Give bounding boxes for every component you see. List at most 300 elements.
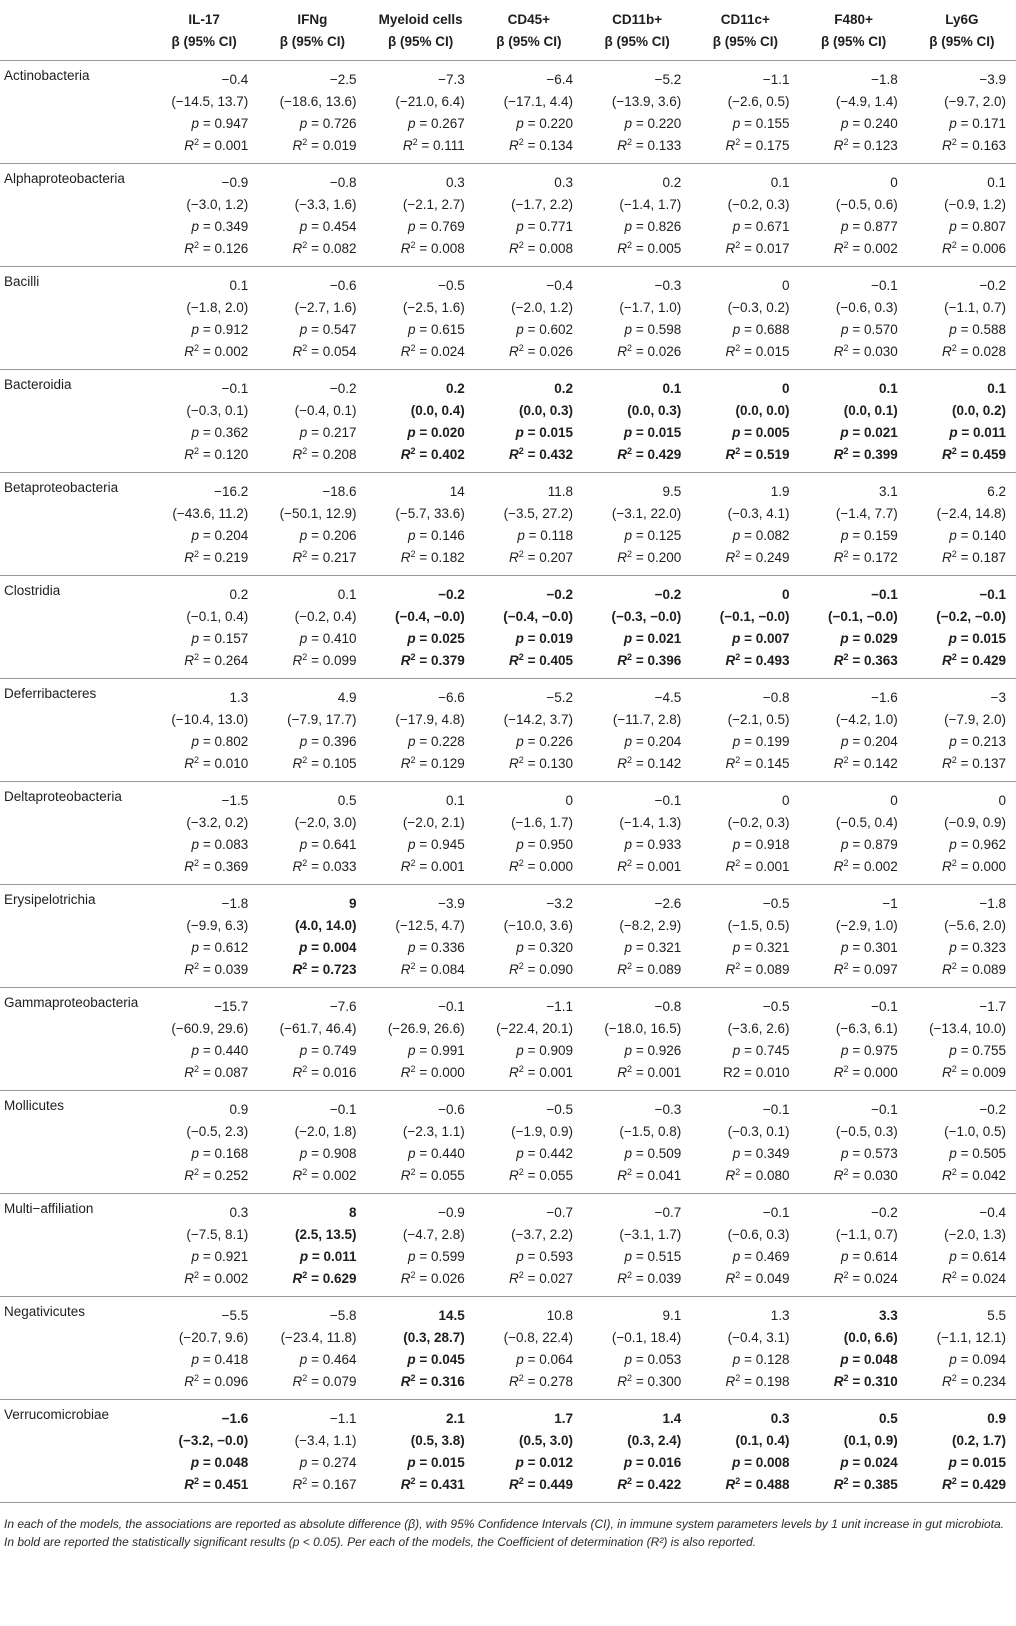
p-number: 0.159 <box>863 527 898 543</box>
p-number: 0.146 <box>430 527 465 543</box>
r2-value: R2 = 0.010 <box>723 1064 790 1080</box>
beta-value: −2.6 <box>654 895 682 911</box>
beta-value: −18.6 <box>322 483 357 499</box>
p-number: 0.573 <box>863 1145 898 1161</box>
table-row <box>0 193 1016 215</box>
row-label: Alphaproteobacteria <box>4 171 125 186</box>
p-value: p = 0.947 <box>191 115 249 131</box>
p-value: p = 0.612 <box>191 939 249 955</box>
ci-value: (−2.5, 1.6) <box>402 299 465 315</box>
r2-value: $R^2 = 0.026$ <box>400 1269 465 1286</box>
ci-value: (−0.1, 18.4) <box>611 1329 682 1345</box>
r2-value: $R^2 = 0.033$ <box>292 857 357 874</box>
beta-value: 1.9 <box>770 483 790 499</box>
r2-number: 0.008 <box>539 240 573 256</box>
ci-value: (−0.3, 0.2) <box>727 299 790 315</box>
ci-value: (0.0, 6.6) <box>843 1329 898 1345</box>
p-number: 0.168 <box>214 1145 249 1161</box>
table-row <box>0 296 1016 318</box>
r2-value: $R^2 = 0.026$ <box>617 342 682 359</box>
beta-value: −0.1 <box>654 792 682 808</box>
ci-value: (−2.1, 2.7) <box>402 196 465 212</box>
r2-number: 0.316 <box>430 1373 465 1389</box>
r2-value: $R^2 = 0.019$ <box>292 136 357 153</box>
r2-number: 0.055 <box>539 1167 573 1183</box>
r2-number: 0.002 <box>214 343 249 359</box>
ci-value: (−0.3, 0.1) <box>186 402 249 418</box>
p-value: p = 0.671 <box>732 218 790 234</box>
ci-value: (−2.6, 0.5) <box>727 93 790 109</box>
column-subheader: β (95% CI) <box>604 33 670 49</box>
r2-number: 0.429 <box>972 1476 1006 1492</box>
beta-value: −0.5 <box>546 1101 573 1117</box>
p-value: p = 0.349 <box>191 218 249 234</box>
r2-value: $R^2 = 0.001$ <box>617 1063 682 1080</box>
beta-value: 14.5 <box>438 1307 465 1323</box>
beta-value: −7.6 <box>329 998 357 1014</box>
p-number: 0.204 <box>863 733 898 749</box>
p-number: 0.015 <box>647 424 682 440</box>
beta-value: −0.3 <box>654 277 682 293</box>
p-number: 0.349 <box>755 1145 790 1161</box>
r2-number: 0.167 <box>322 1476 357 1492</box>
ci-value: (0.0, 0.0) <box>735 402 790 418</box>
beta-value: −5.8 <box>329 1307 357 1323</box>
p-number: 0.125 <box>647 527 682 543</box>
beta-value: −0.9 <box>438 1204 465 1220</box>
beta-value: −0.8 <box>329 174 357 190</box>
r2-number: 0.089 <box>972 961 1006 977</box>
beta-value: −5.2 <box>654 71 682 87</box>
beta-value: 0 <box>781 380 790 396</box>
r2-value: $R^2 = 0.079$ <box>292 1372 357 1389</box>
p-value: p = 0.745 <box>732 1042 790 1058</box>
table-row <box>0 524 1016 546</box>
ci-value: (−4.9, 1.4) <box>835 93 898 109</box>
p-number: 0.005 <box>755 424 790 440</box>
p-number: 0.440 <box>214 1042 249 1058</box>
r2-value: $R^2 = 0.234$ <box>942 1372 1006 1389</box>
beta-value: −0.2 <box>979 1101 1006 1117</box>
beta-value: −0.1 <box>438 998 465 1014</box>
beta-value: −16.2 <box>214 483 249 499</box>
p-number: 0.671 <box>755 218 790 234</box>
r2-value: $R^2 = 0.249$ <box>725 548 790 565</box>
beta-value: 0.3 <box>770 1410 790 1426</box>
p-number: 0.909 <box>539 1042 573 1058</box>
r2-value: $R^2 = 0.041$ <box>617 1166 682 1183</box>
p-number: 0.128 <box>755 1351 790 1367</box>
p-value: p = 0.802 <box>191 733 249 749</box>
beta-value: −0.1 <box>329 1101 357 1117</box>
p-value: p = 0.975 <box>841 1042 898 1058</box>
ci-value: (2.5, 13.5) <box>294 1226 357 1242</box>
p-value: p = 0.912 <box>191 321 249 337</box>
p-number: 0.442 <box>539 1145 573 1161</box>
beta-value: −1 <box>882 895 898 911</box>
p-number: 0.615 <box>430 321 465 337</box>
r2-value: $R^2 = 0.000$ <box>942 857 1006 874</box>
p-number: 0.950 <box>539 836 573 852</box>
r2-number: 0.429 <box>647 446 682 462</box>
r2-number: 0.129 <box>430 755 465 771</box>
r2-number: 0.030 <box>863 1167 898 1183</box>
p-value: p = 0.204 <box>624 733 682 749</box>
p-value: p = 0.950 <box>516 836 573 852</box>
p-number: 0.926 <box>647 1042 682 1058</box>
r2-number: 0.024 <box>972 1270 1006 1286</box>
beta-value: −0.7 <box>654 1204 682 1220</box>
p-value: p = 0.599 <box>408 1248 465 1264</box>
beta-value: −15.7 <box>214 998 249 1014</box>
table-row <box>0 855 1016 885</box>
r2-number: 0.001 <box>647 1064 682 1080</box>
table-row <box>0 1348 1016 1370</box>
p-value: p = 0.505 <box>949 1145 1006 1161</box>
ci-value: (−10.0, 3.6) <box>503 917 573 933</box>
beta-value: −0.4 <box>221 71 249 87</box>
p-number: 0.598 <box>647 321 682 337</box>
ci-value: (0.1, 0.4) <box>735 1432 790 1448</box>
r2-value: $R^2 = 0.002$ <box>833 857 898 874</box>
beta-value: 2.1 <box>445 1410 465 1426</box>
ci-value: (−2.0, 2.1) <box>402 814 465 830</box>
r2-number: 0.385 <box>863 1476 898 1492</box>
r2-number: 0.001 <box>430 858 465 874</box>
table-row <box>0 833 1016 855</box>
p-number: 0.826 <box>647 218 682 234</box>
r2-number: 0.001 <box>647 858 682 874</box>
beta-value: 0.1 <box>987 174 1006 190</box>
r2-value: $R^2 = 0.167$ <box>292 1475 357 1492</box>
r2-number: 0.010 <box>755 1064 790 1080</box>
ci-value: (4.0, 14.0) <box>294 917 357 933</box>
beta-value: 0.3 <box>554 174 573 190</box>
beta-value: −7.3 <box>438 71 465 87</box>
r2-value: $R^2 = 0.363$ <box>833 651 898 668</box>
p-number: 0.745 <box>755 1042 790 1058</box>
p-value: p = 0.083 <box>191 836 249 852</box>
beta-value: 0 <box>890 174 898 190</box>
ci-value: (0.0, 0.3) <box>627 402 682 418</box>
p-value: p = 0.213 <box>949 733 1006 749</box>
beta-value: −0.5 <box>438 277 465 293</box>
p-value: p = 0.588 <box>949 321 1006 337</box>
p-number: 0.015 <box>972 1454 1006 1470</box>
ci-value: (−1.9, 0.9) <box>511 1123 573 1139</box>
ci-value: (−0.5, 0.6) <box>835 196 898 212</box>
beta-value: 0.1 <box>229 277 249 293</box>
beta-value: −0.2 <box>546 586 573 602</box>
r2-number: 0.429 <box>972 652 1006 668</box>
row-label: Clostridia <box>4 583 61 598</box>
r2-number: 0.041 <box>647 1167 682 1183</box>
r2-number: 0.026 <box>539 343 573 359</box>
p-number: 0.614 <box>972 1248 1006 1264</box>
column-header: IFNg <box>297 11 328 27</box>
r2-value: $R^2 = 0.001$ <box>725 857 790 874</box>
p-number: 0.879 <box>863 836 898 852</box>
ci-value: (−0.2, −0.0) <box>936 608 1006 624</box>
beta-value: 0.3 <box>229 1204 249 1220</box>
p-value: p = 0.140 <box>949 527 1006 543</box>
ci-value: (−3.2, 0.2) <box>186 814 249 830</box>
beta-value: 9.5 <box>662 483 682 499</box>
r2-number: 0.130 <box>539 755 573 771</box>
p-number: 0.008 <box>755 1454 790 1470</box>
ci-value: (−23.4, 11.8) <box>280 1329 357 1345</box>
r2-value: $R^2 = 0.042$ <box>942 1166 1006 1183</box>
beta-value: −2.5 <box>329 71 357 87</box>
p-number: 0.454 <box>322 218 357 234</box>
r2-number: 0.459 <box>972 446 1006 462</box>
ci-value: (−14.2, 3.7) <box>503 711 573 727</box>
p-value: p = 0.204 <box>841 733 898 749</box>
table-row <box>0 421 1016 443</box>
p-value: p = 0.602 <box>516 321 573 337</box>
ci-value: (−8.2, 2.9) <box>619 917 682 933</box>
r2-value: $R^2 = 0.405$ <box>509 651 573 668</box>
r2-number: 0.629 <box>322 1270 357 1286</box>
r2-value: $R^2 = 0.001$ <box>617 857 682 874</box>
beta-value: 0.2 <box>445 380 465 396</box>
beta-value: 0.3 <box>445 174 465 190</box>
p-value: p = 0.926 <box>624 1042 682 1058</box>
r2-value: $R^2 = 0.459$ <box>942 445 1006 462</box>
ci-value: (−0.4, −0.0) <box>503 608 573 624</box>
r2-value: $R^2 = 0.089$ <box>942 960 1006 977</box>
ci-value: (0.0, 0.1) <box>843 402 898 418</box>
ci-value: (0.5, 3.8) <box>410 1432 465 1448</box>
r2-number: 0.009 <box>972 1064 1006 1080</box>
ci-value: (0.0, 0.4) <box>410 402 465 418</box>
ci-value: (−0.2, 0.3) <box>727 196 790 212</box>
p-value: p = 0.015 <box>407 1454 465 1470</box>
p-number: 0.320 <box>539 939 573 955</box>
r2-value: $R^2 = 0.402$ <box>400 445 465 462</box>
table-row <box>0 988 1016 1018</box>
beta-value: −0.7 <box>546 1204 573 1220</box>
p-number: 0.171 <box>972 115 1006 131</box>
r2-number: 0.000 <box>972 858 1006 874</box>
p-number: 0.877 <box>863 218 898 234</box>
beta-value: 10.8 <box>546 1307 573 1323</box>
p-number: 0.547 <box>322 321 357 337</box>
table-footnote: In each of the models, the associations are reported as absolute difference (β), with 95% Confidence Intervals (CI), in immune system parameters levels by 1 unit increase in gut microbiota. In bold are reported the statistically significant results (p < 0.05). Per each of the models, the Coefficient of determination (R²) is also reported. <box>4 1517 1005 1549</box>
r2-value: $R^2 = 0.429$ <box>942 1475 1006 1492</box>
r2-number: 0.017 <box>755 240 790 256</box>
r2-number: 0.001 <box>214 137 249 153</box>
p-value: p = 0.879 <box>841 836 898 852</box>
r2-number: 0.123 <box>863 137 898 153</box>
r2-number: 0.099 <box>322 652 357 668</box>
row-label: Deltaproteobacteria <box>4 789 122 804</box>
table-header <box>0 0 1016 61</box>
row-label: Bacilli <box>4 274 40 289</box>
table-row <box>0 958 1016 988</box>
r2-value: $R^2 = 0.429$ <box>617 445 682 462</box>
p-number: 0.213 <box>972 733 1006 749</box>
p-value: p = 0.418 <box>191 1351 249 1367</box>
p-value: p = 0.336 <box>408 939 465 955</box>
beta-value: 0.1 <box>770 174 790 190</box>
column-subheader: β (95% CI) <box>387 33 454 49</box>
r2-number: 0.096 <box>214 1373 249 1389</box>
p-value: p = 0.019 <box>515 630 573 646</box>
r2-number: 0.024 <box>863 1270 898 1286</box>
p-value: p = 0.064 <box>516 1351 573 1367</box>
r2-number: 0.133 <box>647 137 682 153</box>
beta-value: 5.5 <box>987 1307 1006 1323</box>
ci-value: (−3.5, 27.2) <box>503 505 573 521</box>
p-number: 0.029 <box>863 630 898 646</box>
beta-value: −0.1 <box>979 586 1006 602</box>
p-number: 0.024 <box>863 1454 898 1470</box>
beta-value: −0.1 <box>871 1101 898 1117</box>
table-row <box>0 318 1016 340</box>
r2-value: $R^2 = 0.422$ <box>617 1475 682 1492</box>
r2-value: $R^2 = 0.001$ <box>400 857 465 874</box>
row-label: Verrucomicrobiae <box>4 1407 110 1422</box>
table-row <box>0 370 1016 400</box>
p-value: p = 0.515 <box>624 1248 682 1264</box>
beta-value: −0.2 <box>438 586 465 602</box>
p-number: 0.509 <box>647 1145 682 1161</box>
ci-value: (−17.9, 4.8) <box>395 711 465 727</box>
p-value: p = 0.909 <box>516 1042 573 1058</box>
ci-value: (−2.1, 0.5) <box>727 711 790 727</box>
ci-value: (−22.4, 20.1) <box>496 1020 573 1036</box>
beta-value: −6.6 <box>438 689 465 705</box>
p-number: 0.020 <box>430 424 465 440</box>
p-number: 0.267 <box>430 115 465 131</box>
r2-value: $R^2 = 0.449$ <box>509 1475 573 1492</box>
r2-number: 0.422 <box>647 1476 682 1492</box>
beta-value: −0.3 <box>654 1101 682 1117</box>
ci-value: (−0.4, 0.1) <box>294 402 357 418</box>
ci-value: (−2.4, 14.8) <box>936 505 1006 521</box>
ci-value: (−3.7, 2.2) <box>511 1226 573 1242</box>
p-number: 0.007 <box>755 630 790 646</box>
p-number: 0.321 <box>647 939 682 955</box>
table-row <box>0 443 1016 473</box>
beta-value: 0.2 <box>662 174 682 190</box>
ci-value: (−2.0, 1.3) <box>944 1226 1006 1242</box>
table-row <box>0 752 1016 782</box>
table-row <box>0 811 1016 833</box>
r2-number: 0.002 <box>863 240 898 256</box>
r2-value: $R^2 = 0.399$ <box>833 445 898 462</box>
p-value: p = 0.021 <box>840 424 898 440</box>
p-number: 0.612 <box>214 939 249 955</box>
beta-value: 0.5 <box>337 792 357 808</box>
r2-value: $R^2 = 0.134$ <box>509 136 573 153</box>
r2-number: 0.016 <box>322 1064 357 1080</box>
p-value: p = 0.614 <box>841 1248 898 1264</box>
beta-value: −0.1 <box>871 998 898 1014</box>
r2-value: $R^2 = 0.432$ <box>509 445 573 462</box>
ci-value: (−2.9, 1.0) <box>835 917 898 933</box>
p-value: p = 0.157 <box>191 630 249 646</box>
table-row <box>0 679 1016 709</box>
r2-value: $R^2 = 0.090$ <box>509 960 573 977</box>
table-body <box>0 61 1016 1503</box>
table-row <box>0 782 1016 812</box>
r2-number: 0.049 <box>755 1270 790 1286</box>
column-subheader: β (95% CI) <box>929 33 995 49</box>
table-row <box>0 708 1016 730</box>
r2-number: 0.208 <box>322 446 357 462</box>
p-value: p = 0.206 <box>299 527 357 543</box>
r2-value: $R^2 = 0.175$ <box>725 136 790 153</box>
p-value: p = 0.755 <box>949 1042 1006 1058</box>
p-number: 0.599 <box>430 1248 465 1264</box>
r2-value: $R^2 = 0.137$ <box>942 754 1006 771</box>
row-label: Betaproteobacteria <box>4 480 119 495</box>
table-row <box>0 1061 1016 1091</box>
p-value: p = 0.726 <box>299 115 357 131</box>
ci-value: (−2.7, 1.6) <box>294 299 357 315</box>
p-number: 0.362 <box>214 424 249 440</box>
column-subheader: β (95% CI) <box>279 33 345 49</box>
r2-value: $R^2 = 0.002$ <box>184 1269 249 1286</box>
ci-value: (−2.3, 1.1) <box>402 1123 465 1139</box>
table-row <box>0 1194 1016 1224</box>
beta-value: 0.1 <box>445 792 465 808</box>
p-number: 0.118 <box>540 527 573 543</box>
table-row <box>0 1451 1016 1473</box>
r2-number: 0.145 <box>755 755 790 771</box>
beta-value: 1.3 <box>229 689 249 705</box>
beta-value: 11.8 <box>547 483 573 499</box>
beta-value: 0 <box>781 792 790 808</box>
beta-value: −1.8 <box>871 71 898 87</box>
r2-number: 0.200 <box>647 549 682 565</box>
p-number: 0.688 <box>755 321 790 337</box>
beta-value: 9 <box>348 895 357 911</box>
p-value: p = 0.045 <box>407 1351 465 1367</box>
r2-value: $R^2 = 0.200$ <box>617 548 682 565</box>
beta-value: 0.1 <box>337 586 357 602</box>
r2-number: 0.080 <box>755 1167 790 1183</box>
r2-value: $R^2 = 0.264$ <box>184 651 249 668</box>
r2-value: $R^2 = 0.096$ <box>184 1372 249 1389</box>
p-value: p = 0.274 <box>299 1454 357 1470</box>
ci-value: (−0.6, 0.3) <box>727 1226 790 1242</box>
r2-number: 0.000 <box>539 858 573 874</box>
p-value: p = 0.005 <box>732 424 790 440</box>
beta-value: −0.8 <box>654 998 682 1014</box>
p-number: 0.094 <box>972 1351 1006 1367</box>
ci-value: (−1.1, 0.7) <box>835 1226 898 1242</box>
r2-number: 0.033 <box>322 858 357 874</box>
p-value: p = 0.598 <box>624 321 682 337</box>
p-value: p = 0.321 <box>732 939 790 955</box>
p-value: p = 0.301 <box>841 939 898 955</box>
r2-value: $R^2 = 0.016$ <box>292 1063 357 1080</box>
r2-number: 0.402 <box>430 446 465 462</box>
p-value: p = 0.024 <box>840 1454 898 1470</box>
ci-value: (−3.2, −0.0) <box>178 1432 249 1448</box>
p-number: 0.933 <box>647 836 682 852</box>
r2-number: 0.182 <box>430 549 465 565</box>
r2-value: $R^2 = 0.010$ <box>184 754 249 771</box>
r2-value: $R^2 = 0.172$ <box>833 548 898 565</box>
ci-value: (−0.2, 0.4) <box>294 608 357 624</box>
beta-value: 0.2 <box>554 380 573 396</box>
r2-value: $R^2 = 0.006$ <box>942 239 1006 256</box>
r2-value: $R^2 = 0.629$ <box>292 1269 357 1286</box>
